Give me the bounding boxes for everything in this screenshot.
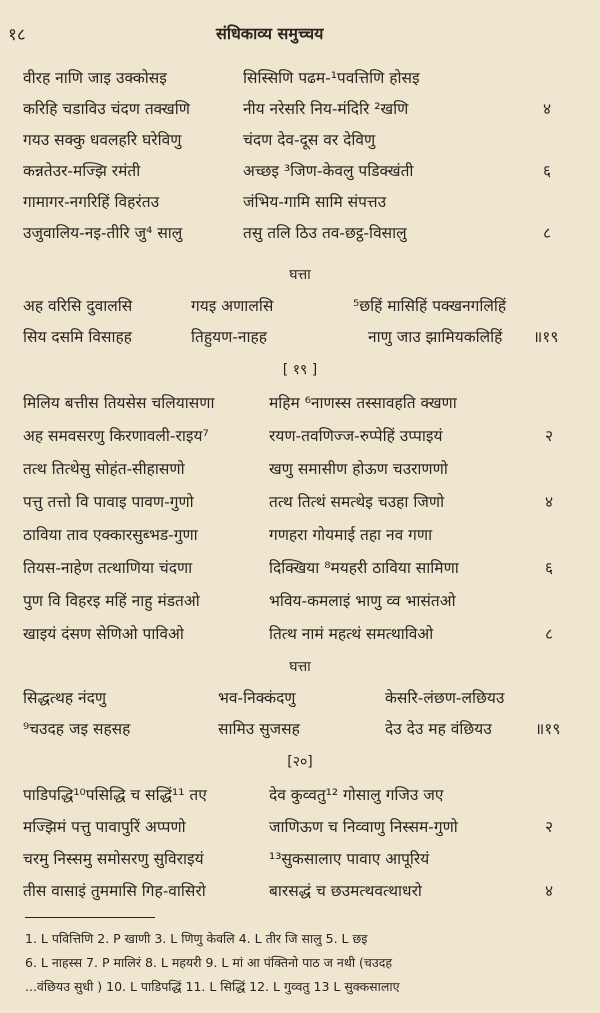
verse-half-left: अह समवसरणु किरणावली-राइय⁷ [23,427,209,445]
verse-line [23,622,578,648]
verse-line [23,457,578,483]
ghatta-part-1: अह वरिसि दुवालसि [23,297,133,315]
verse-half-left: वीरह नाणि जाइ उक्कोसइ [23,69,167,87]
verse-line [23,66,578,92]
verse-number: ८ [545,625,554,643]
ghatta-part-3: केसरि-लंछण-लछियउ [385,689,505,707]
verse-line [23,589,578,615]
verse-number: ॥१९ [533,328,559,346]
verse-line [23,815,578,841]
verse-half-left: गयउ सक्कु धवलहरि घरेविणु [23,131,182,149]
verse-number: ८ [543,224,552,242]
verse-number: २ [545,818,554,836]
verse-line [23,391,578,417]
running-title: संधिकाव्य समुच्चय [216,24,324,43]
verse-half-right: तसु तलि ठिउ तव-छट्ठ-विसालु [243,224,407,242]
ghatta-line [23,717,578,743]
ghatta-part-3: ⁵छहिं मासिहिं पक्खनगलिहिं [353,297,507,315]
section-heading: [ १९ ] [282,362,318,378]
verse-line [23,221,578,247]
verse-half-right: जंभिय-गामि सामि संपत्तउ [243,193,387,211]
ghatta-part-1: सिद्धत्थह नंदणु [23,689,107,707]
verse-half-right: बारसद्धं च छउमत्थवत्थाधरो [269,882,422,900]
verse-half-right: तत्थ तित्थं समत्थेइ चउहा जिणो [269,493,445,511]
page-number: १८ [8,25,26,45]
verse-half-left: करिहि चडाविउ चंदण तक्खणि [23,100,190,118]
verse-number: ६ [545,559,554,577]
verse-number: ४ [543,100,552,118]
verse-half-left: उजुवालिय-नइ-तीरि जु⁴ सालु [23,224,183,242]
footnote-line: 1. L पवित्तिणि 2. P खाणी 3. L णिणु केवलि 4. L तीर जि सालु 5. L छइ [25,931,368,946]
footnote-line: ...वंछियउ सुधी ) 10. L पाडिपद्धिं 11. L सिद्धिं 12. L गुव्वतु 13 L सुक्कसालाए [25,979,400,994]
verse-half-right: अच्छइ ³जिण-केवलु पडिक्खंती [243,162,414,180]
verse-line [23,424,578,450]
ghatta-line [23,294,578,320]
verse-half-left: कन्नतेउर-मज्झि रमंती [23,162,141,180]
verse-line [23,190,578,216]
verse-half-right: तित्थ नामं महत्थं समत्थाविओ [269,625,434,643]
ghatta-part-1: सिय दसमि विसाहह [23,328,132,346]
verse-half-left: पत्तु तत्तो वि पावाइ पावण-गुणो [23,493,194,511]
verse-line [23,556,578,582]
verse-half-right: रयण-तवणिज्ज-रुप्पेहिं उप्पाइयं [269,427,443,445]
ghatta-part-3: नाणु जाउ झामियकलिहिं [368,328,503,346]
verse-half-left: तत्थ तित्थेसु सोहंत-सीहासणो [23,460,185,478]
verse-half-right: ¹³सुकसालाए पावाए आपूरियं [269,850,430,868]
ghatta-part-2: सामिउ सुजसह [218,720,300,738]
ghatta-heading: घत्ता [289,659,311,675]
verse-line [23,783,578,809]
verse-half-left: गामागर-नगरिहिं विहरंतउ [23,193,160,211]
verse-number: २ [545,427,554,445]
verse-half-left: ठाविया ताव एक्कारसुब्भड-गुणा [23,526,198,544]
verse-half-right: सिस्सिणि पढम-¹पवत्तिणि होसइ [243,69,420,87]
ghatta-heading: घत्ता [289,267,311,283]
verse-half-left: मिलिय बत्तीस तियसेस चलियासणा [23,394,215,412]
footnote-rule [25,917,155,918]
ghatta-part-2: तिहुयण-नाहह [191,328,267,346]
verse-half-right: देव कुव्वतु¹² गोसालु गजिउ जए [269,786,444,804]
verse-line [23,490,578,516]
ghatta-part-3: देउ देउ मह वंछियउ [385,720,492,738]
verse-line [23,128,578,154]
verse-half-right: जाणिऊण च निव्वाणु निस्सम-गुणो [269,818,458,836]
verse-half-left: तीस वासाइं तुममासि गिह-वासिरो [23,882,206,900]
verse-number: ४ [545,493,554,511]
page-header [0,22,600,48]
verse-half-right: चंदण देव-दूस वर देविणु [243,131,376,149]
verse-half-right: गणहरा गोयमाई तहा नव गणा [269,526,433,544]
verse-number: ६ [543,162,552,180]
ghatta-line [23,686,578,712]
verse-half-left: तियस-नाहेण तत्थाणिया चंदणा [23,559,193,577]
verse-half-left: मज्झिमं पत्तु पावापुरिं अप्पणो [23,818,186,836]
verse-half-left: चरमु निस्समु समोसरणु सुविराइयं [23,850,204,868]
verse-half-right: खणु समासीण होऊण चउराणणो [269,460,448,478]
verse-half-right: नीय नरेसरि निय-मंदिरि ²खणि [243,100,409,118]
verse-half-left: पाडिपद्धि¹⁰पसिद्धि च सद्धिं¹¹ तए [23,786,207,804]
verse-line [23,97,578,123]
verse-half-right: महिम ⁶नाणस्स तस्सावहति क्खणा [269,394,457,412]
section-heading: [२०] [287,754,313,770]
verse-half-left: खाइयं दंसण सेणिओ पाविओ [23,625,184,643]
verse-number: ४ [545,882,554,900]
ghatta-part-2: भव-निक्कंदणु [218,689,296,707]
ghatta-line [23,325,578,351]
verse-half-right: दिक्खिया ⁸मयहरी ठाविया सामिणा [269,559,459,577]
verse-half-left: पुण वि विहरइ महिं नाहु मंडतओ [23,592,200,610]
verse-half-right: भविय-कमलाइं भाणु व्व भासंतओ [269,592,456,610]
ghatta-part-1: ⁹चउदह जइ सहसह [23,720,131,738]
verse-line [23,523,578,549]
footnote-line: 6. L नाहस्स 7. P मालिरं 8. L महयरी 9. L मां आ पंक्तिनो पाठ ज नथी (चउदह [25,955,392,970]
verse-number: ॥१९ [535,720,561,738]
verse-line [23,159,578,185]
verse-line [23,847,578,873]
verse-line [23,879,578,905]
ghatta-part-2: गयइ अणालसि [191,297,274,315]
